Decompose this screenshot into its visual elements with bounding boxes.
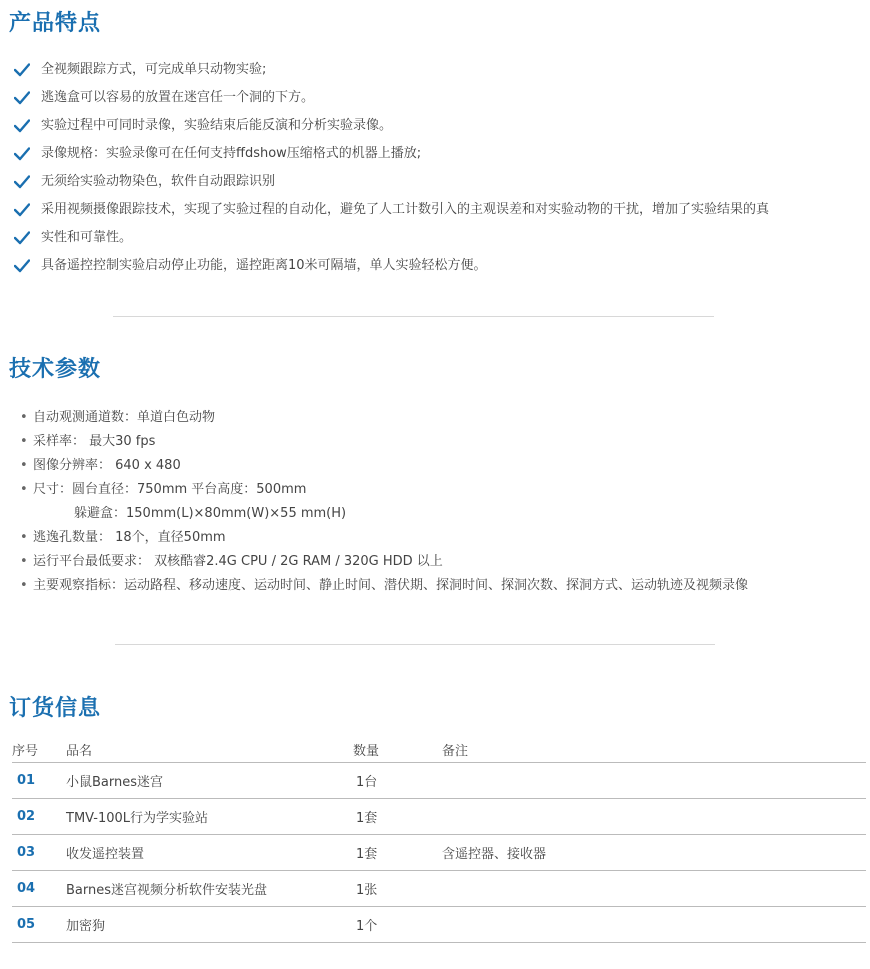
table-row: [12, 763, 866, 799]
feature-text: 无须给实验动物染色，软件自动跟踪识别: [41, 174, 276, 189]
row-qty: 1套: [353, 835, 442, 871]
bullet-icon: •: [20, 554, 28, 569]
list-item: [14, 112, 769, 140]
row-note: [442, 907, 866, 943]
row-qty: 1张: [353, 871, 442, 907]
bullet-icon: •: [20, 458, 28, 473]
list-item: [14, 196, 769, 224]
header-index: 序号: [12, 736, 66, 763]
list-item: [14, 84, 769, 112]
row-qty: 1套: [353, 799, 442, 835]
section-divider: [115, 644, 715, 645]
table-header-row: [12, 736, 866, 763]
order-table: [12, 736, 866, 943]
header-qty: 数量: [353, 736, 442, 763]
list-item: [20, 454, 748, 478]
list-item: [20, 406, 748, 430]
check-icon: [14, 259, 30, 273]
table-row: [12, 835, 866, 871]
feature-text: 逃逸盒可以容易的放置在迷宫任一个洞的下方。: [41, 90, 315, 105]
spec-text: 自动观测通道数：单道白色动物: [33, 410, 216, 425]
list-item: [14, 168, 769, 196]
spec-text: 躲避盒：150mm(L)×80mm(W)×55 mm(H): [74, 506, 347, 521]
check-icon: [14, 91, 30, 105]
row-index: 01: [12, 763, 66, 799]
row-qty: 1个: [353, 907, 442, 943]
row-qty: 1台: [353, 763, 442, 799]
row-note: 含遥控器、接收器: [442, 835, 866, 871]
check-icon: [14, 147, 30, 161]
specs-list: [20, 406, 748, 598]
feature-text: 全视频跟踪方式，可完成单只动物实验;: [41, 62, 267, 77]
spec-text: 运行平台最低要求： 双核酷睿2.4G CPU / 2G RAM / 320G HDD 以上: [33, 554, 443, 569]
row-note: [442, 763, 866, 799]
row-index: 04: [12, 871, 66, 907]
features-title: 产品特点: [9, 11, 102, 36]
header-name: 品名: [66, 736, 353, 763]
list-item: [14, 252, 769, 280]
section-divider: [113, 316, 714, 317]
bullet-icon: •: [20, 530, 28, 545]
table-row: [12, 907, 866, 943]
bullet-icon: •: [20, 482, 28, 497]
row-name: TMV-100L行为学实验站: [66, 799, 353, 835]
list-item: [14, 56, 769, 84]
table-row: [12, 799, 866, 835]
specs-title: 技术参数: [9, 357, 102, 382]
row-note: [442, 799, 866, 835]
row-name: 小鼠Barnes迷宫: [66, 763, 353, 799]
row-name: 加密狗: [66, 907, 353, 943]
spec-text: 逃逸孔数量： 18个，直径50mm: [33, 530, 226, 545]
feature-text: 实性和可靠性。: [41, 230, 133, 245]
header-note: 备注: [442, 736, 866, 763]
list-item: [20, 550, 748, 574]
feature-text: 采用视频摄像跟踪技术，实现了实验过程的自动化，避免了人工计数引入的主观误差和对实验动物的干扰，增加了实验结果的真: [41, 202, 770, 217]
spec-text: 尺寸：圆台直径：750mm 平台高度：500mm: [33, 482, 307, 497]
row-name: Barnes迷宫视频分析软件安装光盘: [66, 871, 353, 907]
check-icon: [14, 119, 30, 133]
list-item: [14, 224, 769, 252]
row-note: [442, 871, 866, 907]
order-title: 订货信息: [9, 696, 102, 721]
table-row: [12, 871, 866, 907]
feature-text: 录像规格：实验录像可在任何支持ffdshow压缩格式的机器上播放;: [41, 146, 422, 161]
row-name: 收发遥控装置: [66, 835, 353, 871]
list-item: [14, 140, 769, 168]
list-item: [20, 430, 748, 454]
bullet-icon: •: [20, 578, 28, 593]
check-icon: [14, 231, 30, 245]
row-index: 02: [12, 799, 66, 835]
list-item: [20, 526, 748, 550]
row-index: 03: [12, 835, 66, 871]
spec-text: 图像分辨率： 640 x 480: [33, 458, 181, 473]
list-item: [20, 502, 748, 526]
row-index: 05: [12, 907, 66, 943]
list-item: [20, 478, 748, 502]
feature-text: 具备遥控控制实验启动停止功能，遥控距离10米可隔墙，单人实验轻松方便。: [41, 258, 487, 273]
features-list: [14, 56, 769, 280]
check-icon: [14, 175, 30, 189]
check-icon: [14, 63, 30, 77]
spec-text: 主要观察指标：运动路程、移动速度、运动时间、静止时间、潜伏期、探洞时间、探洞次数、探洞方式、运动轨迹及视频录像: [33, 578, 749, 593]
bullet-icon: •: [20, 434, 28, 449]
feature-text: 实验过程中可同时录像，实验结束后能反演和分析实验录像。: [41, 118, 393, 133]
check-icon: [14, 203, 30, 217]
spec-text: 采样率： 最大30 fps: [33, 434, 156, 449]
bullet-icon: •: [20, 410, 28, 425]
list-item: [20, 574, 748, 598]
